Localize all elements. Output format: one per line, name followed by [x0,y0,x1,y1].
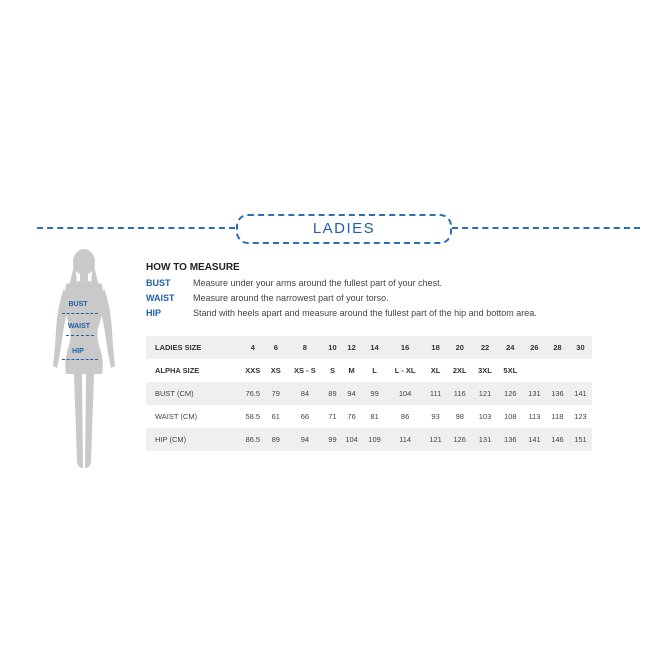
table-cell: 76.5 [239,382,267,405]
table-cell: 89 [325,382,340,405]
table-cell: 104 [340,428,363,451]
table-cell: 28 [546,336,569,359]
table-cell: 86 [400,412,410,421]
table-cell [546,359,569,382]
table-cell: XXS [245,366,261,375]
table-row [146,359,592,382]
table-cell: 18 [424,336,447,359]
table-cell: 4 [239,336,267,359]
table-cell: 89 [267,428,285,451]
table-cell: XS - S [294,366,316,375]
table-cell: 141 [569,382,592,405]
table-cell: 5XL [503,366,518,375]
table-cell: 22 [472,336,497,359]
table-cell: 81 [370,412,379,421]
measure-text-hip: Stand with heels apart and measure around the fullest part of the hip and bottom area. [193,308,537,318]
figure-label-bust: BUST [68,301,88,308]
measure-key-bust: BUST [146,278,171,288]
figure-waist-line [66,335,94,336]
table-cell: 111 [424,382,447,405]
figure-bust-line [62,313,98,314]
table-cell: L [372,366,377,375]
table-cell: 99 [363,382,386,405]
figure-hip-line [62,359,98,360]
table-cell: 98 [455,412,464,421]
how-to-measure-title: HOW TO MEASURE [146,262,240,273]
table-row [146,428,592,451]
table-cell: 84 [285,382,325,405]
table-cell: 76 [347,412,356,421]
table-cell: 94 [285,428,325,451]
measure-key-hip: HIP [146,308,162,318]
table-cell: 12 [340,336,363,359]
table-cell: 86.5 [239,428,267,451]
table-cell: 14 [363,336,386,359]
table-cell: 131 [472,428,497,451]
table-cell: 114 [386,428,424,451]
size-chart-table [146,336,592,451]
table-cell: 146 [546,428,569,451]
table-row [146,336,592,359]
table-cell: 94 [340,382,363,405]
table-cell: 141 [523,428,546,451]
table-cell [523,359,546,382]
table-cell: 2XL [452,366,467,375]
row-header: LADIES SIZE [146,336,239,359]
table-cell: 16 [386,336,424,359]
table-cell: 103 [478,412,492,421]
figure-label-hip: HIP [72,348,84,355]
table-cell: 136 [498,428,523,451]
table-cell: 79 [267,382,285,405]
table-cell: 121 [472,382,497,405]
table-cell: XL [430,366,441,375]
table-cell: 71 [328,412,337,421]
table-row [146,405,592,428]
table-cell: 24 [498,336,523,359]
banner-dashed-line-left [37,227,235,229]
table-cell: 126 [498,382,523,405]
table-cell: 113 [528,412,541,421]
figure-label-waist: WAIST [67,323,91,330]
table-cell: 123 [574,412,587,421]
table-cell: 99 [325,428,340,451]
table-cell: 93 [431,412,440,421]
table-cell: 136 [546,382,569,405]
table-cell: 61 [271,412,280,421]
row-header: BUST (CM) [146,382,239,405]
table-cell: 151 [569,428,592,451]
measure-text-bust: Measure under your arms around the fullest part of your chest. [193,278,443,288]
table-cell: 3XL [478,366,492,375]
section-title-ladies: LADIES [236,214,452,244]
table-cell: 109 [363,428,386,451]
measure-text-waist: Measure around the narrowest part of your torso. [193,293,389,303]
table-cell: 30 [569,336,592,359]
table-cell: 58.5 [245,412,261,421]
table-cell: 26 [523,336,546,359]
measure-key-waist: WAIST [146,293,175,303]
table-cell [569,359,592,382]
table-cell: 118 [551,412,564,421]
row-header: ALPHA SIZE [155,366,200,375]
table-cell: 6 [267,336,285,359]
banner-dashed-line-right [452,227,640,229]
table-cell: 131 [523,382,546,405]
table-cell: 108 [504,412,517,421]
table-cell: XS [270,366,281,375]
table-cell: 104 [386,382,424,405]
table-row [146,382,592,405]
table-cell: M [348,366,355,375]
row-header: WAIST (CM) [155,412,198,421]
table-cell: 66 [300,412,310,421]
table-cell: L - XL [394,366,416,375]
table-cell: 121 [424,428,447,451]
table-cell: 20 [447,336,472,359]
table-cell: 10 [325,336,340,359]
table-cell: S [329,366,335,375]
table-cell: 8 [285,336,325,359]
table-cell: 116 [447,382,472,405]
row-header: HIP (CM) [146,428,239,451]
table-cell: 126 [447,428,472,451]
